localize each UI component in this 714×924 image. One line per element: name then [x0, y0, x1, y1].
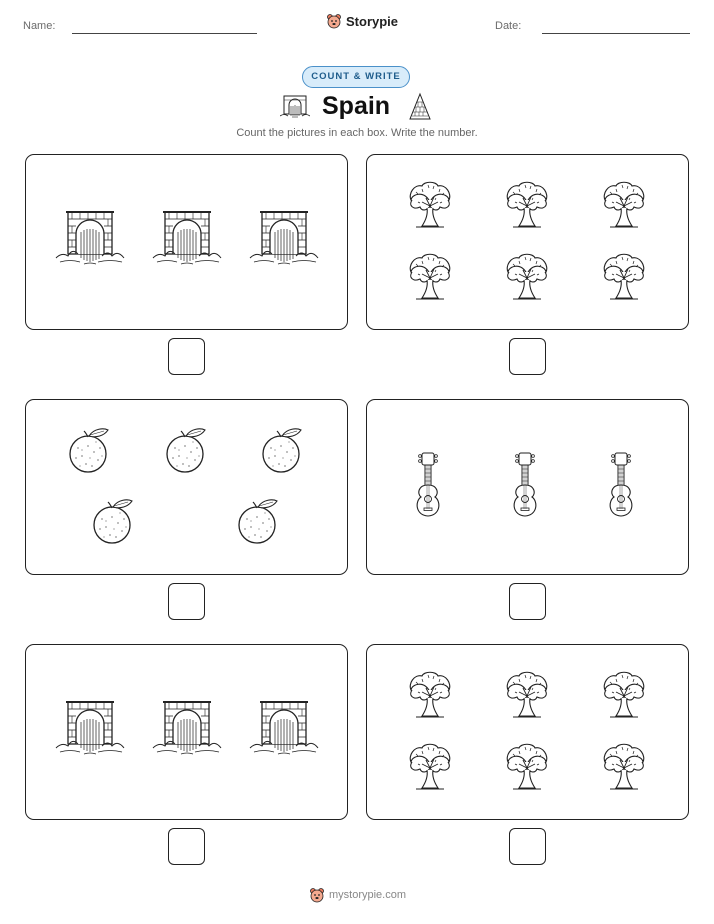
name-field[interactable] [72, 33, 257, 34]
olive-tree-icon [600, 180, 648, 235]
orange-icon [165, 426, 209, 479]
olive-tree-icon [503, 180, 551, 235]
aqueduct-icon [280, 94, 310, 120]
instructions-text: Count the pictures in each box. Write the number. [236, 127, 478, 139]
guitar-icon [510, 452, 540, 523]
pyramid-tower-icon [407, 92, 433, 121]
guitar-icon [606, 452, 636, 523]
answer-box-4[interactable] [509, 583, 546, 620]
answer-box-3[interactable] [168, 583, 205, 620]
olive-tree-icon [503, 670, 551, 725]
orange-icon [261, 426, 305, 479]
aqueduct-icon [248, 210, 320, 271]
aqueduct-icon [151, 700, 223, 761]
olive-tree-icon [600, 252, 648, 307]
answer-box-1[interactable] [168, 338, 205, 375]
answer-box-5[interactable] [168, 828, 205, 865]
orange-icon [68, 426, 112, 479]
page-title: Spain [322, 92, 391, 120]
orange-icon [92, 497, 136, 550]
olive-tree-icon [406, 252, 454, 307]
olive-tree-icon [406, 180, 454, 235]
answer-box-6[interactable] [509, 828, 546, 865]
olive-tree-icon [503, 252, 551, 307]
date-field[interactable] [542, 33, 690, 34]
olive-tree-icon [406, 670, 454, 725]
guitar-icon [413, 452, 443, 523]
date-label: Date: [495, 20, 522, 32]
olive-tree-icon [600, 670, 648, 725]
aqueduct-icon [151, 210, 223, 271]
storypie-logo-icon [326, 13, 342, 29]
footer-url: mystorypie.com [329, 889, 407, 901]
brand-logo [326, 13, 398, 29]
footer [309, 887, 406, 903]
brand-name: Storypie [346, 13, 399, 29]
olive-tree-icon [600, 742, 648, 797]
activity-badge: COUNT & WRITE [302, 66, 410, 88]
aqueduct-icon [54, 210, 126, 271]
aqueduct-icon [248, 700, 320, 761]
storypie-logo-icon [309, 887, 325, 903]
olive-tree-icon [406, 742, 454, 797]
olive-tree-icon [503, 742, 551, 797]
orange-icon [237, 497, 281, 550]
name-label: Name: [23, 20, 56, 32]
aqueduct-icon [54, 700, 126, 761]
answer-box-2[interactable] [509, 338, 546, 375]
